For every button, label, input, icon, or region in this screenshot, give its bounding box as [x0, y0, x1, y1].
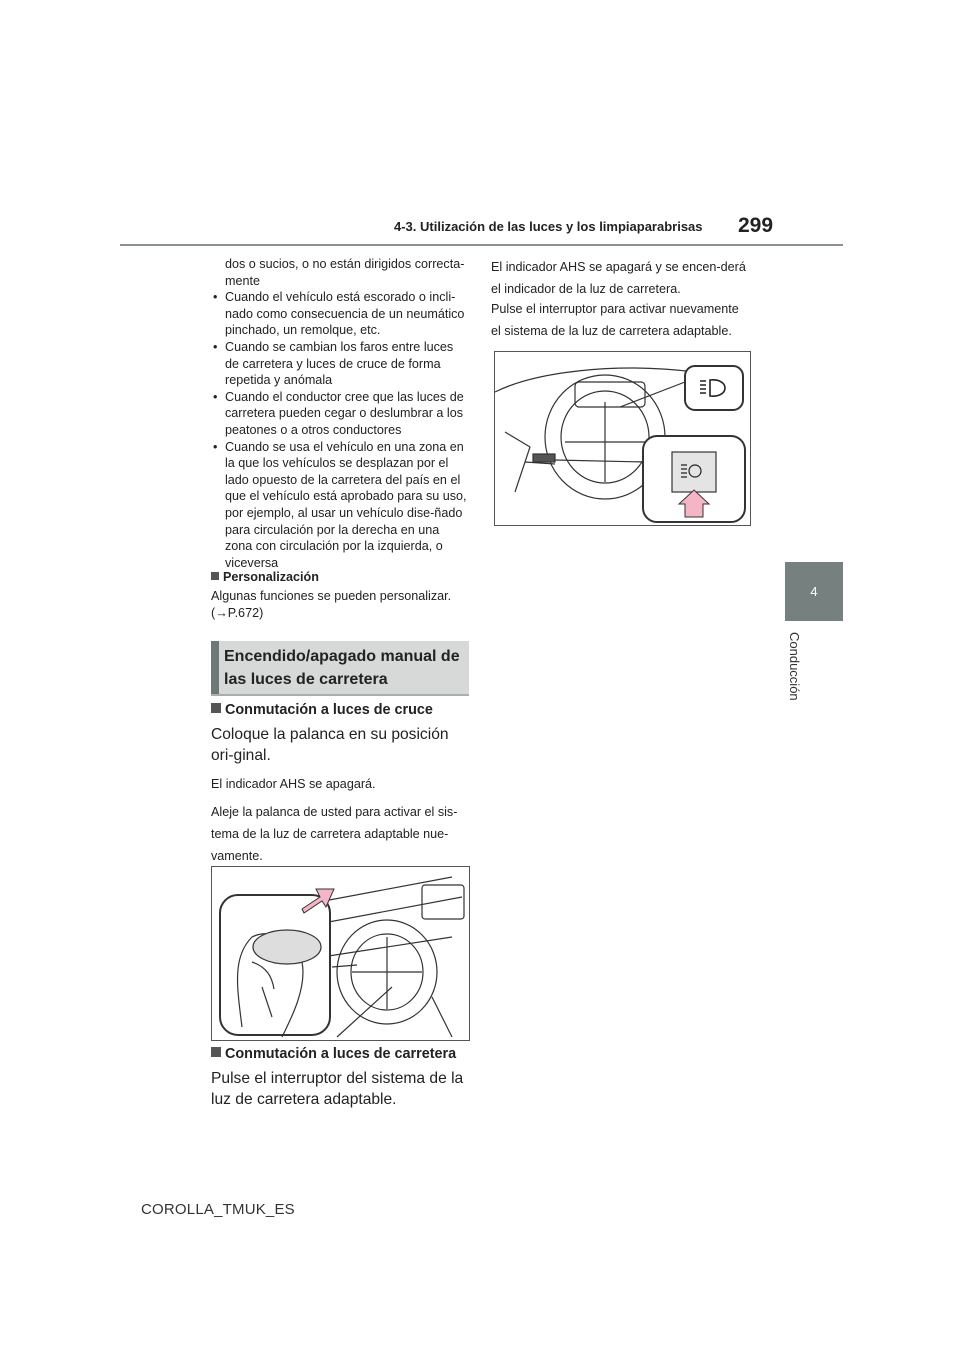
- high-beam-instruction: Pulse el interruptor del sistema de la luz de carretera adaptable.: [211, 1070, 464, 1108]
- dashboard-drawing: [495, 352, 750, 525]
- conditions-list-block: [211, 256, 469, 571]
- customization-text: Algunas funciones se pueden personalizar. (→P.672): [211, 589, 452, 620]
- page-number: 299: [738, 214, 774, 237]
- low-beam-note-1: El indicador AHS se apagará.: [211, 777, 376, 791]
- footer-doc-code: COROLLA_TMUK_ES: [141, 1201, 295, 1218]
- section-heading-bar: [211, 641, 219, 694]
- right-note-1: El indicador AHS se apagará y se encen-derá el indicador de la luz de carretera.: [491, 260, 746, 296]
- ahs-switch-icon: [672, 452, 716, 492]
- section-heading: Encendido/apagado manual de las luces de carretera: [224, 648, 460, 688]
- square-bullet-icon: [211, 1047, 221, 1057]
- chapter-number: 4: [810, 584, 818, 599]
- low-beam-instruction: Coloque la palanca en su posición ori-ginal.: [211, 726, 449, 764]
- square-bullet-icon: [211, 572, 219, 580]
- list-item: • Cuando el vehículo está escorado o incli-nado como consecuencia de un neumático pinchado, un remolque, etc.: [211, 289, 469, 339]
- lever-drawing: [212, 867, 469, 1040]
- lever-illustration: [211, 866, 470, 1041]
- square-bullet-icon: [211, 703, 221, 713]
- right-note-2: Pulse el interruptor para activar nuevamente el sistema de la luz de carretera adaptable.: [491, 302, 739, 338]
- customization-block: [211, 570, 469, 621]
- list-item: • Cuando se usa el vehículo en una zona en la que los vehículos se desplazan por el lado opuesto de la carretera del país en el que el vehículo está aprobado para su uso, por ejemplo, al usar un vehículo dise-ñado para circulación por la derecha en una zona con circulación por la izquierda, o viceversa: [211, 439, 469, 572]
- intro-continuation: dos o sucios, o no están dirigidos correcta-mente: [225, 257, 465, 288]
- dashboard-switch-illustration: [494, 351, 751, 526]
- header-divider: [120, 244, 843, 246]
- chapter-label: Conducción: [787, 632, 802, 701]
- high-beam-heading: Conmutación a luces de carretera: [211, 1046, 469, 1062]
- list-item: • Cuando se cambian los faros entre luces de carretera y luces de cruce de forma repetida y anómala: [211, 339, 469, 389]
- customization-heading: Personalización: [211, 570, 469, 584]
- running-header: 4-3. Utilización de las luces y los limpiaparabrisas: [394, 219, 703, 234]
- low-beam-block: [211, 702, 469, 867]
- high-beam-block: [211, 1046, 469, 1110]
- low-beam-note-2: Aleje la palanca de usted para activar el sis-tema de la luz de carretera adaptable nue-vamente.: [211, 804, 458, 863]
- low-beam-heading: Conmutación a luces de cruce: [211, 702, 469, 718]
- list-item: • Cuando el conductor cree que las luces de carretera pueden cegar o deslumbrar a los peatones o a otros conductores: [211, 389, 469, 439]
- conditions-list: [211, 289, 469, 571]
